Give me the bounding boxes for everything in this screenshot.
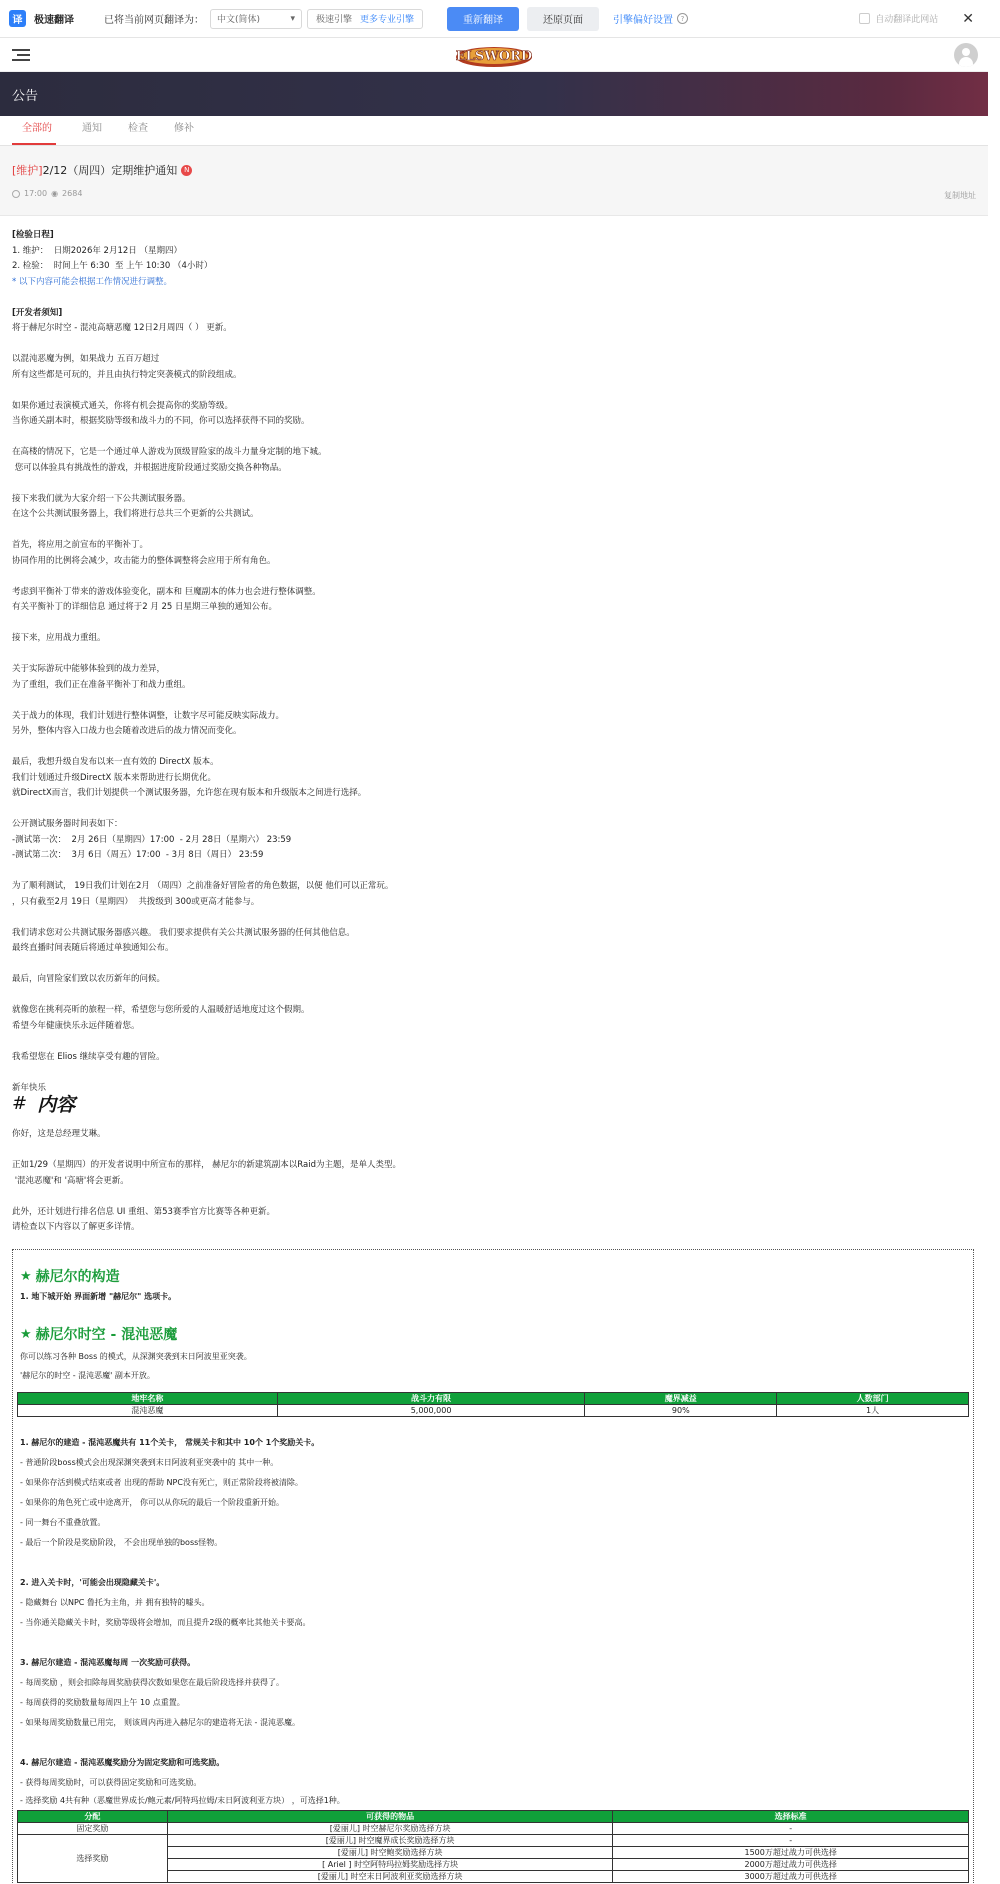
text-line: 为了重组，我们正在准备平衡补丁和战力重组。 bbox=[12, 679, 191, 690]
engine-preferences-link[interactable] bbox=[613, 11, 688, 26]
text-line: 如果你通过表演模式通关，你将有机会提高你的奖励等级。 bbox=[12, 400, 234, 411]
translate-app-name: 极速翻译 bbox=[34, 15, 74, 26]
table-cell: 选择奖励 bbox=[18, 1835, 168, 1883]
paragraph-gap bbox=[12, 290, 978, 306]
table-cell: 3000万超过战力可供选择 bbox=[613, 1871, 969, 1883]
text-line: 关于实际游玩中能够体验到的战力差异， bbox=[12, 664, 166, 674]
more-engines-link[interactable]: 更多专业引擎 bbox=[360, 15, 415, 25]
elsword-logo[interactable] bbox=[450, 40, 538, 70]
table-cell: 90% bbox=[585, 1405, 777, 1417]
list-item: - 每周奖励 ，则会扣除每周奖励获得次数如果您在最后阶段选择并获得了。 bbox=[20, 1678, 284, 1687]
engine-select-value: 极速引擎 bbox=[316, 15, 353, 25]
paragraph-gap bbox=[12, 476, 978, 492]
text-line: -测试第一次： 2月 26日（星期四）17:00 - 2月 28日（星期六） 23:59 bbox=[12, 834, 292, 845]
list-item: - 如果你的角色死亡或中途离开， 你可以从你玩的最后一个阶段重新开始。 bbox=[20, 1498, 284, 1507]
list-item: - 每周获得的奖励数量每周四上午 10 点重置。 bbox=[20, 1698, 185, 1707]
paragraph-gap bbox=[12, 616, 978, 632]
paragraph-gap bbox=[12, 802, 978, 818]
table-header: 人数部门 bbox=[777, 1393, 969, 1405]
table-cell: [ Ariel ] 时空阿特玛拉姆奖励选择方块 bbox=[167, 1859, 613, 1871]
table-cell: 1人 bbox=[777, 1405, 969, 1417]
paragraph-gap bbox=[12, 337, 978, 353]
eye-icon: ◉ bbox=[51, 189, 59, 198]
table-header: 魔界减益 bbox=[585, 1393, 777, 1405]
list-title: 2. 进入关卡时，'可能会出现隐藏关卡'。 bbox=[20, 1578, 165, 1587]
category-tabs bbox=[0, 116, 988, 146]
text-line: * 以下内容可能会根据工作情况进行调整。 bbox=[12, 276, 172, 287]
paragraph-gap bbox=[12, 988, 978, 1004]
content-heading bbox=[12, 1090, 75, 1117]
section-heading-text: 赫尼尔时空 - 混沌恶魔 bbox=[35, 1327, 178, 1343]
text-line: 接下来，应用战力重组。 bbox=[12, 633, 106, 643]
list-title: 1. 赫尼尔的建造 - 混沌恶魔共有 11个关卡， 常规关卡和其中 10个 1个奖励关卡。 bbox=[20, 1438, 320, 1447]
intro-text bbox=[12, 1127, 978, 1236]
auto-translate-toggle[interactable] bbox=[859, 12, 938, 25]
text-line: 就像您在挑利亮昕的旅程一样，希望您与您所爱的人温暖舒适地度过这个假期。 bbox=[12, 1005, 310, 1015]
section-heading-chaos-demon bbox=[20, 1324, 177, 1344]
table-cell: 5,000,000 bbox=[277, 1405, 585, 1417]
chevron-down-icon: ▾ bbox=[290, 13, 295, 24]
text-line: 为了顺利测试， 19日我们计划在2月 （周四）之前准备好冒险者的角色数据，以便 他们可以正常玩。 bbox=[12, 881, 394, 891]
text-line: 另外，整体内容入口战力也会随着改进后的战力情况而变化。 bbox=[12, 726, 242, 736]
table-cell: 固定奖励 bbox=[18, 1823, 168, 1835]
text-line: [检验日程] bbox=[12, 230, 54, 240]
table-header: 选择标准 bbox=[613, 1811, 969, 1823]
text-line: 协同作用的比例将会减少，攻击能力的整体调整将会应用于所有角色。 bbox=[12, 555, 276, 566]
table-header: 战斗力有限 bbox=[277, 1393, 585, 1405]
star-icon: ★ bbox=[20, 1268, 32, 1284]
paragraph-gap bbox=[12, 1143, 978, 1159]
text-line: 最后，向冒险家们致以农历新年的问候。 bbox=[12, 974, 166, 984]
list-title: 3. 赫尼尔建造 - 混沌恶魔每周 一次奖励可获得。 bbox=[20, 1658, 196, 1667]
table-row bbox=[18, 1405, 969, 1417]
clock-icon bbox=[12, 190, 20, 198]
restore-page-button[interactable]: 还原页面 bbox=[527, 7, 599, 31]
table-row bbox=[18, 1823, 969, 1835]
table-row bbox=[18, 1835, 969, 1847]
text-line: 最终直播时间表随后将通过单独通知公布。 bbox=[12, 943, 174, 953]
text-line: 此外，还计划进行排名信息 UI 重组、第53赛季官方比赛等各种更新。 bbox=[12, 1206, 275, 1217]
paragraph-gap bbox=[12, 1065, 978, 1081]
auto-translate-checkbox[interactable] bbox=[859, 13, 870, 24]
post-body bbox=[12, 228, 978, 1096]
avatar[interactable] bbox=[954, 43, 978, 67]
text-line: 我们计划通过升级DirectX 版本来帮助进行长期优化。 bbox=[12, 772, 216, 783]
text-line: 正如1/29（星期四）的开发者说明中所宣布的那样， 赫尼尔的新建筑副本以Raid为主题，是单人类型。 bbox=[12, 1160, 401, 1170]
table-cell: 1500万超过战力可供选择 bbox=[613, 1847, 969, 1859]
logo-text: ELSWORD bbox=[455, 49, 533, 64]
list-item: - 获得每周奖励时，可以获得固定奖励和可选奖励。 bbox=[20, 1778, 202, 1787]
post-views: 2684 bbox=[62, 189, 83, 198]
text-line: 接下来我们就为大家介绍一下公共测试服务器。 bbox=[12, 493, 191, 504]
section-heading-structure bbox=[20, 1266, 120, 1286]
text-line: 公开测试服务器时间表如下： bbox=[12, 819, 123, 829]
close-icon[interactable]: ✕ bbox=[962, 10, 974, 27]
section-line: '赫尼尔的时空 - 混沌恶魔' 副本开放。 bbox=[20, 1371, 155, 1380]
table-header: 地牢名称 bbox=[18, 1393, 278, 1405]
star-icon: ★ bbox=[20, 1326, 32, 1342]
tab-all[interactable]: 全部的 bbox=[12, 119, 56, 145]
text-line: '混沌恶魔'和 '高塘'将会更新。 bbox=[12, 1175, 129, 1186]
paragraph-gap bbox=[12, 693, 978, 709]
post-header bbox=[0, 146, 988, 216]
engine-preferences-label: 引擎偏好设置 bbox=[613, 15, 674, 26]
copy-link-button[interactable]: 复制地址 bbox=[944, 191, 976, 200]
paragraph-gap bbox=[12, 864, 978, 880]
retranslate-button[interactable]: 重新翻译 bbox=[447, 7, 519, 31]
text-line: 当你通关副本时，根据奖励等级和战斗力的不同，你可以选择获得不同的奖励。 bbox=[12, 416, 310, 426]
text-line: 所有这些都是可玩的，并且由执行特定突袭模式的阶段组成。 bbox=[12, 369, 242, 380]
translate-toolbar bbox=[0, 0, 1000, 38]
section-line: 你可以练习各种 Boss 的模式，从深渊突袭到末日阿波里亚突袭。 bbox=[20, 1352, 252, 1361]
table-cell: [爱丽儿] 时空鲍奖励选择方块 bbox=[167, 1847, 613, 1859]
content-heading-text: 内容 bbox=[37, 1094, 76, 1116]
table-cell: 2000万超过战力可供选择 bbox=[613, 1859, 969, 1871]
list-item: - 当你通关隐藏关卡时，奖励等级将会增加，而且提升2级的概率比其他关卡要高。 bbox=[20, 1618, 311, 1627]
post-time: 17:00 bbox=[24, 189, 48, 198]
table-cell: [爱丽儿] 时空末日阿波利亚奖励选择方块 bbox=[167, 1871, 613, 1883]
menu-icon[interactable] bbox=[12, 49, 30, 61]
text-line: 1. 维护： 日期2026年 2月12日 （星期四） bbox=[12, 245, 182, 256]
text-line: 有关平衡补丁的详细信息 通过将于2 月 25 日星期三单独的通知公布。 bbox=[12, 602, 278, 612]
paragraph-gap bbox=[12, 740, 978, 756]
text-line: 新年快乐 bbox=[12, 1082, 47, 1093]
post-title-text: 2/12（周四）定期维护通知 bbox=[42, 164, 178, 177]
section-line: 1. 地下城开始 界面新增 "赫尼尔" 选项卡。 bbox=[20, 1292, 177, 1301]
update-details-box bbox=[12, 1249, 974, 1884]
tab-notice[interactable]: 通知 bbox=[82, 123, 102, 134]
page-title: 公告 bbox=[12, 88, 39, 104]
dungeon-table bbox=[17, 1392, 969, 1417]
text-line: ，只有截至2月 19日（星期四） 共拨级到 300或更高才能参与。 bbox=[12, 896, 260, 907]
tab-inspection[interactable]: 检查 bbox=[128, 123, 148, 134]
text-line: 以混沌恶魔为例，如果战力 五百万超过 bbox=[12, 354, 160, 364]
paragraph-gap bbox=[12, 1189, 978, 1205]
reward-table bbox=[17, 1810, 969, 1883]
text-line: 就DirectX而言，我们计划提供一个测试服务器，允许您在现有版本和升级版本之间进行选择。 bbox=[12, 788, 367, 798]
post-category-tag: [维护] bbox=[12, 164, 43, 177]
hash-icon: # bbox=[12, 1093, 28, 1114]
table-cell: [爱丽儿] 时空赫尼尔奖励选择方块 bbox=[167, 1823, 613, 1835]
section-heading-text: 赫尼尔的构造 bbox=[35, 1269, 120, 1285]
paragraph-gap bbox=[12, 383, 978, 399]
language-select-value: 中文(简体) bbox=[217, 15, 261, 25]
table-cell: - bbox=[613, 1835, 969, 1847]
table-cell: - bbox=[613, 1823, 969, 1835]
post-title bbox=[12, 162, 192, 178]
table-cell: [爱丽儿] 时空魔界成长奖励选择方块 bbox=[167, 1835, 613, 1847]
list-item: - 最后一个阶段是奖励阶段， 不会出现单独的boss怪物。 bbox=[20, 1538, 223, 1547]
paragraph-gap bbox=[12, 957, 978, 973]
paragraph-gap bbox=[12, 430, 978, 446]
paragraph-gap bbox=[12, 647, 978, 663]
paragraph-gap bbox=[12, 910, 978, 926]
text-line: 希望今年健康快乐永远伴随着您。 bbox=[12, 1020, 140, 1031]
auto-translate-label: 自动翻译此网站 bbox=[875, 15, 939, 25]
engine-select[interactable] bbox=[307, 9, 423, 29]
list-item: - 选择奖励 4共有种（恶魔世界成长/鲍元素/阿特玛拉姆/末日阿波利亚方块） ，可选择1种。 bbox=[20, 1796, 345, 1805]
translate-status-label: 已将当前网页翻译为： bbox=[104, 15, 204, 26]
text-line: 在这个公共测试服务器上，我们将进行总共三个更新的公共测试。 bbox=[12, 509, 259, 519]
tab-patch[interactable]: 修补 bbox=[174, 123, 194, 134]
list-item: - 普通阶段boss模式会出现深渊突袭到末日阿波利亚突袭中的 其中一种。 bbox=[20, 1458, 279, 1467]
text-line: 关于战力的体现，我们计划进行整体调整，让数字尽可能反映实际战力。 bbox=[12, 710, 285, 721]
text-line: 我希望您在 Elios 继续享受有趣的冒险。 bbox=[12, 1051, 165, 1062]
text-line: 请检查以下内容以了解更多详情。 bbox=[12, 1222, 140, 1232]
list-item: - 如果你存活到模式结束或者 出现的帮助 NPC没有死亡，则正常阶段将被清除。 bbox=[20, 1478, 303, 1487]
text-line: -测试第二次： 3月 6日（周五）17:00 - 3月 8日（周日） 23:59 bbox=[12, 850, 264, 860]
text-line: 将于赫尼尔时空 - 混沌高塘恶魔 12日2月周四（ ） 更新。 bbox=[12, 323, 232, 333]
paragraph-gap bbox=[12, 569, 978, 585]
site-header bbox=[0, 38, 988, 72]
text-line: 最后，我想升级自发布以来一直有效的 DirectX 版本。 bbox=[12, 757, 219, 767]
post-meta bbox=[12, 189, 82, 198]
text-line: 在高楼的情况下，它是一个通过单人游戏为顶级冒险家的战斗力量身定制的地下城。 bbox=[12, 447, 327, 457]
text-line: 我们请求您对公共测试服务器感兴趣。 我们要求提供有关公共测试服务器的任何其他信息。 bbox=[12, 927, 355, 938]
table-header: 可获得的物品 bbox=[167, 1811, 613, 1823]
text-line: [开发者须知] bbox=[12, 307, 63, 318]
text-line: 你好，这是总经理艾琳。 bbox=[12, 1129, 106, 1139]
list-item: - 如果每周奖励数量已用完， 则该周内再进入赫尼尔的建造将无法 - 混沌恶魔。 bbox=[20, 1718, 300, 1727]
list-item: - 隐藏舞台 以NPC 鲁托为主角，并 拥有独特的噱头。 bbox=[20, 1598, 210, 1607]
text-line: 2. 检验： 时间上午 6:30 至 上午 10:30 （4小时） bbox=[12, 261, 213, 271]
text-line: 首先，将应用之前宣布的平衡补丁。 bbox=[12, 540, 149, 550]
help-icon[interactable]: ? bbox=[677, 13, 688, 24]
list-item: - 同一舞台不重叠放置。 bbox=[20, 1518, 106, 1527]
list-title: 4. 赫尼尔建造 - 混沌恶魔奖励分为固定奖励和可选奖励。 bbox=[20, 1758, 225, 1767]
table-cell: 混沌恶魔 bbox=[18, 1405, 278, 1417]
text-line: 您可以体验具有挑战性的游戏，并根据进度阶段通过奖励交换各种物品。 bbox=[12, 462, 287, 473]
page-banner bbox=[0, 72, 988, 116]
paragraph-gap bbox=[12, 1034, 978, 1050]
translate-logo-icon: 译 bbox=[9, 10, 26, 27]
paragraph-gap bbox=[12, 523, 978, 539]
text-line: 考虑到平衡补丁带来的游戏体验变化，副本和 巨魔副本的体力也会进行整体调整。 bbox=[12, 586, 321, 597]
table-header: 分配 bbox=[18, 1811, 168, 1823]
language-select[interactable] bbox=[210, 9, 302, 29]
new-badge: N bbox=[181, 165, 192, 176]
